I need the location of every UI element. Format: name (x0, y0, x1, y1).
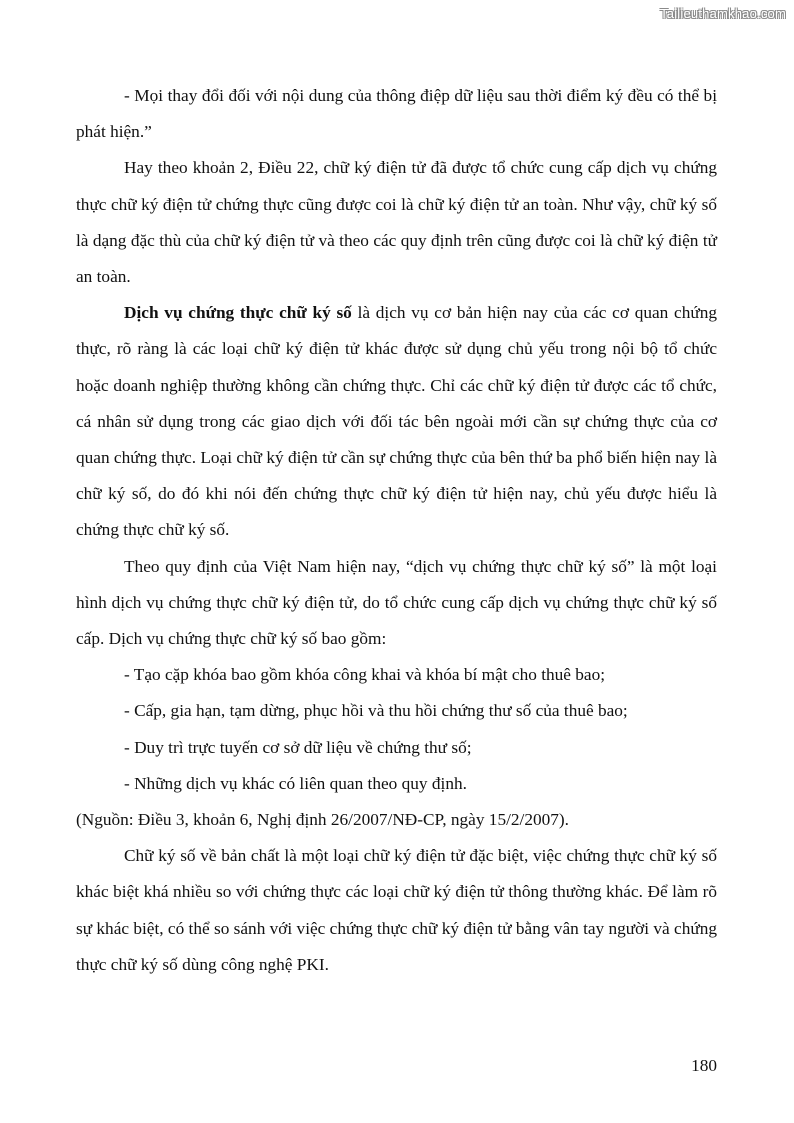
list-item: - Tạo cặp khóa bao gồm khóa công khai và khóa bí mật cho thuê bao; (124, 665, 606, 685)
paragraph-3 (76, 295, 717, 548)
paragraph-1: - Mọi thay đổi đối với nội dung của thông điệp dữ liệu sau thời điểm ký đều có thể bị phát hiện.” (76, 86, 717, 142)
list-item: - Duy trì trực tuyến cơ sở dữ liệu về chứng thư số; (124, 737, 472, 757)
paragraph-5: Chữ ký số về bản chất là một loại chữ ký điện tử đặc biệt, việc chứng thực chữ ký số khác biệt khá nhiều so với chứng thực các loại chữ ký điện tử thông thường khác. Để làm rõ sự khác biệt, có thể so sánh với việc chứng thực chữ ký điện tử bằng vân tay người và chứng thực chữ ký số dùng công nghệ PKI. (76, 846, 718, 974)
watermark: Tailieuthamkhao.com (660, 6, 786, 21)
source-citation: (Nguồn: Điều 3, khoản 6, Nghị định 26/2007/NĐ-CP, ngày 15/2/2007). (76, 810, 569, 830)
body-text (76, 78, 717, 983)
page-number: 180 (691, 1056, 717, 1075)
paragraph-4: Theo quy định của Việt Nam hiện nay, “dịch vụ chứng thực chữ ký số” là một loại hình dịch vụ chứng thực chữ ký điện tử, do tổ chức cung cấp dịch vụ chứng thực chữ ký số cấp. Dịch vụ chứng thực chữ ký số bao gồm: (76, 556, 717, 649)
list-item: - Cấp, gia hạn, tạm dừng, phục hồi và thu hồi chứng thư số của thuê bao; (124, 701, 628, 721)
paragraph-3-text: là dịch vụ cơ bản hiện nay của các cơ quan chứng thực, rõ ràng là các loại chữ ký điện tử khác được sử dụng chủ yếu trong nội bộ tổ chức hoặc doanh nghiệp thường không cần chứng thực. Chỉ các chữ ký điện tử được các tổ chức, cá nhân sử dụng trong các giao dịch với đối tác bên ngoài mới cần sự chứng thực của cơ quan chứng thực. Loại chữ ký điện tử cần sự chứng thực của bên thứ ba phổ biến hiện nay là chữ ký số, do đó khi nói đến chứng thực chữ ký điện tử hiện nay, chủ yếu được hiểu là chứng thực chữ ký số. (76, 303, 717, 540)
paragraph-2: Hay theo khoản 2, Điều 22, chữ ký điện tử đã được tổ chức cung cấp dịch vụ chứng thực chữ ký điện tử chứng thực cũng được coi là chữ ký điện tử an toàn. Như vậy, chữ ký số là dạng đặc thù của chữ ký điện tử và theo các quy định trên cũng được coi là chữ ký điện tử an toàn. (76, 158, 717, 287)
list-item: - Những dịch vụ khác có liên quan theo quy định. (124, 773, 467, 793)
term-bold: Dịch vụ chứng thực chữ ký số (124, 303, 352, 323)
